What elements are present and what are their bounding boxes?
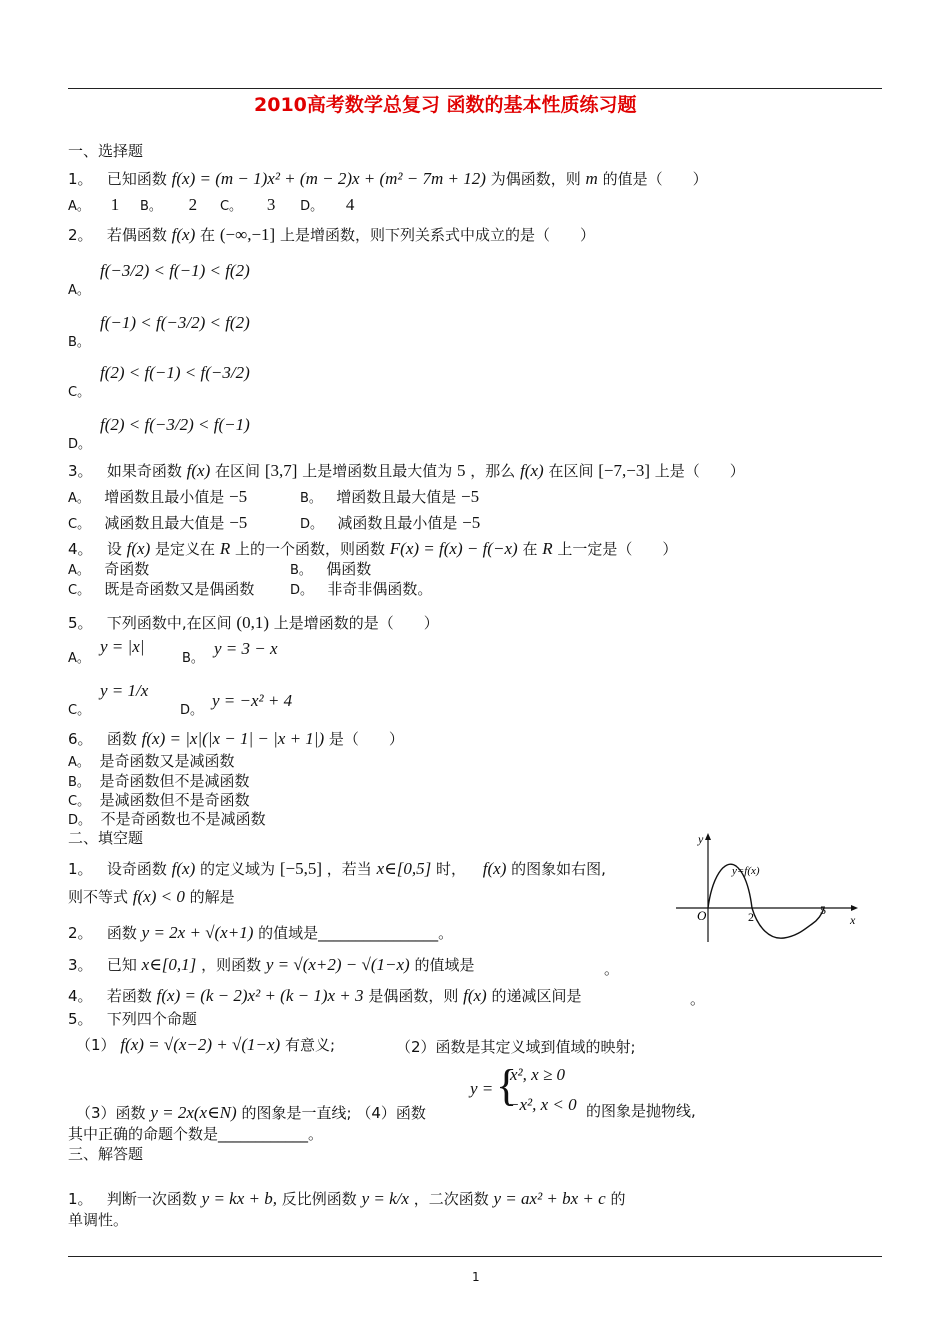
q-text: 的定义域为 bbox=[200, 860, 276, 878]
choice-q5-opt-c-label: C。 bbox=[68, 703, 91, 718]
choice-q3-opt-c bbox=[68, 514, 247, 531]
q-text: 是定义在 bbox=[155, 540, 216, 558]
q-text: 下列函数中,在区间 bbox=[106, 614, 232, 632]
q-text: 上是增函数且最大值为 bbox=[302, 462, 453, 480]
q-num: 4。 bbox=[68, 987, 93, 1005]
fill-q5-piecewise-brace: { bbox=[496, 1061, 518, 1110]
q-text: ，那么 bbox=[470, 462, 516, 480]
opt-label: C。 bbox=[68, 583, 91, 598]
section-fill-heading: 二、填空题 bbox=[68, 829, 144, 847]
q-num: 1。 bbox=[68, 1190, 93, 1208]
q-text: 函数 bbox=[106, 730, 137, 748]
q-text: 若函数 bbox=[106, 987, 152, 1005]
choice-q5 bbox=[68, 614, 439, 631]
q-text: 上是（ ） bbox=[654, 462, 745, 480]
x-axis-arrow-icon bbox=[851, 905, 858, 911]
q-expr: f(x) = (m − 1)x² + (m − 2)x + (m² − 7m + 12) bbox=[171, 169, 486, 188]
q-interval: (0,1) bbox=[236, 613, 269, 632]
choice-q2-opt-c-label: C。 bbox=[68, 385, 91, 400]
fill-q1 bbox=[68, 860, 606, 877]
q-text: 如果奇函数 bbox=[106, 462, 182, 480]
opt-label: A。 bbox=[68, 199, 90, 214]
q-interval: [−7,−3] bbox=[598, 461, 650, 480]
q-expr: f(x) bbox=[186, 461, 211, 480]
q-expr: F(x) = f(x) − f(−x) bbox=[389, 539, 518, 558]
opt-label: D。 bbox=[290, 583, 314, 598]
q-expr: y = kx + b, bbox=[201, 1189, 277, 1208]
opt-label: A。 bbox=[68, 563, 90, 578]
q-text: 上一定是（ ） bbox=[557, 540, 678, 558]
q-num: 5。 bbox=[68, 1010, 93, 1028]
q-text: （1） bbox=[76, 1036, 116, 1054]
function-graph bbox=[672, 828, 862, 946]
y-axis-arrow-icon bbox=[705, 833, 711, 840]
fill-q4 bbox=[68, 987, 582, 1004]
opt-label: A。 bbox=[68, 755, 90, 770]
opt-value: −5 bbox=[461, 487, 480, 506]
q-expr: y = ax² + bx + c bbox=[493, 1189, 606, 1208]
q-text: （3）函数 bbox=[76, 1104, 146, 1122]
fill-q5-piecewise-case2: −x², x < 0 bbox=[508, 1095, 577, 1114]
q-text: 的图象是一直线; bbox=[241, 1104, 352, 1122]
choice-q6-opt-d bbox=[68, 812, 266, 827]
opt-label: B。 bbox=[139, 199, 162, 214]
opt-label: B。 bbox=[290, 563, 312, 578]
solve-q1 bbox=[68, 1190, 626, 1207]
q-text: 上的一个函数，则函数 bbox=[235, 540, 386, 558]
opt-text: 不是奇函数也不是减函数 bbox=[100, 810, 266, 828]
q-text: 反比例函数 bbox=[281, 1190, 357, 1208]
q-text: 下列四个命题 bbox=[106, 1010, 197, 1028]
q-text: 判断一次函数 bbox=[106, 1190, 197, 1208]
choice-q5-opt-a-expr: y = |x| bbox=[100, 637, 145, 656]
opt-value: −5 bbox=[462, 513, 481, 532]
fill-q3 bbox=[68, 956, 474, 973]
q-num: 3。 bbox=[68, 462, 93, 480]
q-text: 在区间 bbox=[215, 462, 261, 480]
choice-q5-opt-d-label: D。 bbox=[180, 703, 204, 718]
q-text: 的值域是 bbox=[414, 956, 475, 974]
q-var: R bbox=[542, 539, 553, 558]
q-text: 的解是 bbox=[189, 888, 235, 906]
tick-label-5: 5 bbox=[820, 903, 826, 917]
q-var: R bbox=[219, 539, 231, 558]
opt-text: 奇函数 bbox=[104, 560, 150, 578]
choice-q1 bbox=[68, 170, 708, 187]
q-text: ，则函数 bbox=[201, 956, 262, 974]
choice-q2-opt-b-expr: f(−1) < f(−3/2) < f(2) bbox=[100, 313, 250, 332]
choice-q4-opt-b bbox=[290, 562, 371, 577]
choice-q1-options bbox=[68, 196, 354, 213]
q-num: 1。 bbox=[68, 170, 93, 188]
fill-q5-p4-post: 的图象是抛物线, bbox=[586, 1102, 696, 1120]
solve-q1-line2: 单调性。 bbox=[68, 1211, 129, 1229]
choice-q2-opt-c-expr: f(2) < f(−1) < f(−3/2) bbox=[100, 363, 250, 382]
fill-q3-end: 。 bbox=[604, 960, 620, 978]
q-text: 上是增函数，则下列关系式中成立的是（ ） bbox=[279, 226, 595, 244]
q-num: 4。 bbox=[68, 540, 93, 558]
q-text: 在区间 bbox=[548, 462, 594, 480]
fill-q1-line2 bbox=[68, 888, 235, 905]
opt-text: 增函数且最大值是 bbox=[336, 488, 457, 506]
q-expr: f(x) bbox=[482, 859, 507, 878]
opt-value: −5 bbox=[229, 487, 248, 506]
q-num: 3。 bbox=[68, 956, 93, 974]
q-interval: (−∞,−1] bbox=[219, 225, 276, 244]
section-solve-heading: 三、解答题 bbox=[68, 1145, 144, 1163]
q-text: 的递减区间是 bbox=[491, 987, 582, 1005]
choice-q3-opt-d bbox=[300, 514, 480, 531]
opt-label: D。 bbox=[300, 517, 324, 532]
tick-label-2: 2 bbox=[748, 910, 754, 924]
q-text: 设 bbox=[106, 540, 122, 558]
opt-text: 减函数且最小值是 bbox=[337, 514, 458, 532]
opt-text: 是减函数但不是奇函数 bbox=[99, 791, 250, 809]
q-text: 函数 bbox=[106, 924, 137, 942]
q-expr: f(x) < 0 bbox=[132, 887, 185, 906]
function-curve bbox=[708, 864, 824, 938]
q-expr: x∈[0,1] bbox=[141, 955, 197, 974]
q-expr: x∈[0,5] bbox=[376, 859, 432, 878]
choice-q6-opt-c bbox=[68, 793, 250, 808]
fill-q5-piecewise-case1: x², x ≥ 0 bbox=[510, 1065, 566, 1084]
q-text: 为偶函数，则 bbox=[490, 170, 581, 188]
q-text: 的值域是________________。 bbox=[258, 924, 454, 942]
q-expr: f(x) = |x|(|x − 1| − |x + 1|) bbox=[141, 729, 325, 748]
top-rule bbox=[68, 88, 882, 89]
q-num: 2。 bbox=[68, 226, 93, 244]
q-text: 的 bbox=[610, 1190, 626, 1208]
bottom-rule bbox=[68, 1256, 882, 1257]
q-text: 设奇函数 bbox=[106, 860, 167, 878]
q-text: 的值是（ ） bbox=[602, 170, 708, 188]
q-num: 1。 bbox=[68, 860, 93, 878]
curve-label: y=f(x) bbox=[732, 865, 760, 877]
fill-q5-end: 其中正确的命题个数是____________。 bbox=[68, 1125, 324, 1143]
opt-value: 1 bbox=[110, 195, 120, 214]
q-interval: [3,7] bbox=[264, 461, 298, 480]
q-var: m bbox=[585, 169, 598, 188]
choice-q3 bbox=[68, 462, 745, 479]
choice-q4-opt-c bbox=[68, 582, 254, 597]
choice-q3-opt-a bbox=[68, 488, 247, 505]
choice-q5-opt-b-label: B。 bbox=[182, 651, 204, 666]
opt-label: D。 bbox=[68, 813, 92, 828]
page-number: 1 bbox=[472, 1270, 480, 1284]
q-num: 2。 bbox=[68, 924, 93, 942]
opt-value: 4 bbox=[345, 195, 355, 214]
q-expr: f(x) bbox=[520, 461, 544, 480]
choice-q2 bbox=[68, 226, 595, 243]
opt-label: C。 bbox=[219, 199, 243, 214]
fill-q4-end: 。 bbox=[690, 990, 706, 1008]
q-text: 在 bbox=[200, 226, 216, 244]
choice-q2-opt-a-expr: f(−3/2) < f(−1) < f(2) bbox=[100, 261, 250, 280]
choice-q6-opt-a bbox=[68, 754, 234, 769]
choice-q6-opt-b bbox=[68, 774, 249, 789]
q-text: 已知 bbox=[106, 956, 137, 974]
choice-q5-opt-c-expr: y = 1/x bbox=[100, 681, 149, 700]
opt-label: B。 bbox=[300, 491, 322, 506]
choice-q2-opt-a-label: A。 bbox=[68, 283, 90, 298]
fill-q5-p1 bbox=[76, 1036, 335, 1053]
opt-text: 既是奇函数又是偶函数 bbox=[104, 580, 255, 598]
q-num: 5。 bbox=[68, 614, 93, 632]
q-expr: f(x) = (k − 2)x² + (k − 1)x + 3 bbox=[156, 986, 364, 1005]
page-title: 2010高考数学总复习 函数的基本性质练习题 bbox=[254, 94, 637, 116]
opt-text: 是奇函数但不是减函数 bbox=[99, 772, 250, 790]
q-text: 是（ ） bbox=[328, 730, 404, 748]
y-axis-label: y bbox=[698, 832, 704, 846]
opt-value: −5 bbox=[229, 513, 248, 532]
q-text: ，二次函数 bbox=[413, 1190, 489, 1208]
fill-q5-p3p4 bbox=[76, 1104, 426, 1121]
x-axis-label: x bbox=[850, 913, 856, 927]
opt-value: 3 bbox=[266, 195, 276, 214]
q-text: 已知函数 bbox=[106, 170, 167, 188]
q-text: 是偶函数，则 bbox=[368, 987, 459, 1005]
q-value: 5 bbox=[456, 461, 466, 480]
opt-text: 偶函数 bbox=[326, 560, 372, 578]
choice-q2-opt-d-expr: f(2) < f(−3/2) < f(−1) bbox=[100, 415, 250, 434]
choice-q5-opt-b-expr: y = 3 − x bbox=[214, 639, 278, 658]
opt-text: 减函数且最大值是 bbox=[104, 514, 225, 532]
q-expr: f(x) bbox=[171, 859, 196, 878]
q-expr: f(x) = √(x−2) + √(1−x) bbox=[120, 1035, 281, 1054]
q-num: 6。 bbox=[68, 730, 93, 748]
choice-q3-opt-b bbox=[300, 488, 479, 505]
opt-text: 增函数且最小值是 bbox=[104, 488, 225, 506]
choice-q5-opt-a-label: A。 bbox=[68, 651, 90, 666]
q-expr: f(x) bbox=[463, 986, 487, 1005]
opt-label: C。 bbox=[68, 517, 91, 532]
q-text: 时， bbox=[435, 860, 466, 878]
fill-q5-p2: （2）函数是其定义域到值域的映射; bbox=[396, 1038, 636, 1056]
opt-label: C。 bbox=[68, 794, 91, 809]
opt-label: D。 bbox=[300, 199, 324, 214]
opt-label: B。 bbox=[68, 775, 90, 790]
q-expr: f(x) bbox=[171, 225, 196, 244]
choice-q4 bbox=[68, 540, 677, 557]
q-text: 的图象如右图, bbox=[511, 860, 606, 878]
section-choice-heading: 一、选择题 bbox=[68, 142, 144, 160]
opt-value: 2 bbox=[188, 195, 198, 214]
fill-q5-piecewise-y: y = bbox=[470, 1079, 494, 1098]
fill-q5 bbox=[68, 1012, 197, 1027]
choice-q4-opt-a bbox=[68, 562, 149, 577]
choice-q5-opt-d-expr: y = −x² + 4 bbox=[212, 691, 293, 710]
q-text: 有意义; bbox=[284, 1036, 336, 1054]
q-expr: f(x) bbox=[126, 539, 151, 558]
q-expr: y = √(x+2) − √(1−x) bbox=[265, 955, 410, 974]
fill-q2 bbox=[68, 924, 453, 941]
q-expr: y = 2x + √(x+1) bbox=[141, 923, 254, 942]
opt-label: A。 bbox=[68, 491, 90, 506]
choice-q2-opt-b-label: B。 bbox=[68, 335, 90, 350]
q-text: ，若当 bbox=[326, 860, 372, 878]
q-interval: [−5,5] bbox=[279, 859, 322, 878]
q-text: 则不等式 bbox=[68, 888, 129, 906]
opt-text: 非奇非偶函数。 bbox=[327, 580, 433, 598]
opt-text: 是奇函数又是减函数 bbox=[99, 752, 235, 770]
q-text: 上是增函数的是（ ） bbox=[273, 614, 439, 632]
q-text: 若偶函数 bbox=[106, 226, 167, 244]
q-text: 在 bbox=[522, 540, 538, 558]
choice-q4-opt-d bbox=[290, 582, 432, 597]
q-expr: y = 2x(x∈N) bbox=[150, 1103, 237, 1122]
q-text: （4）函数 bbox=[356, 1104, 426, 1122]
origin-label: O bbox=[697, 908, 707, 923]
choice-q2-opt-d-label: D。 bbox=[68, 437, 92, 452]
q-expr: y = k/x bbox=[361, 1189, 409, 1208]
choice-q6 bbox=[68, 730, 404, 747]
